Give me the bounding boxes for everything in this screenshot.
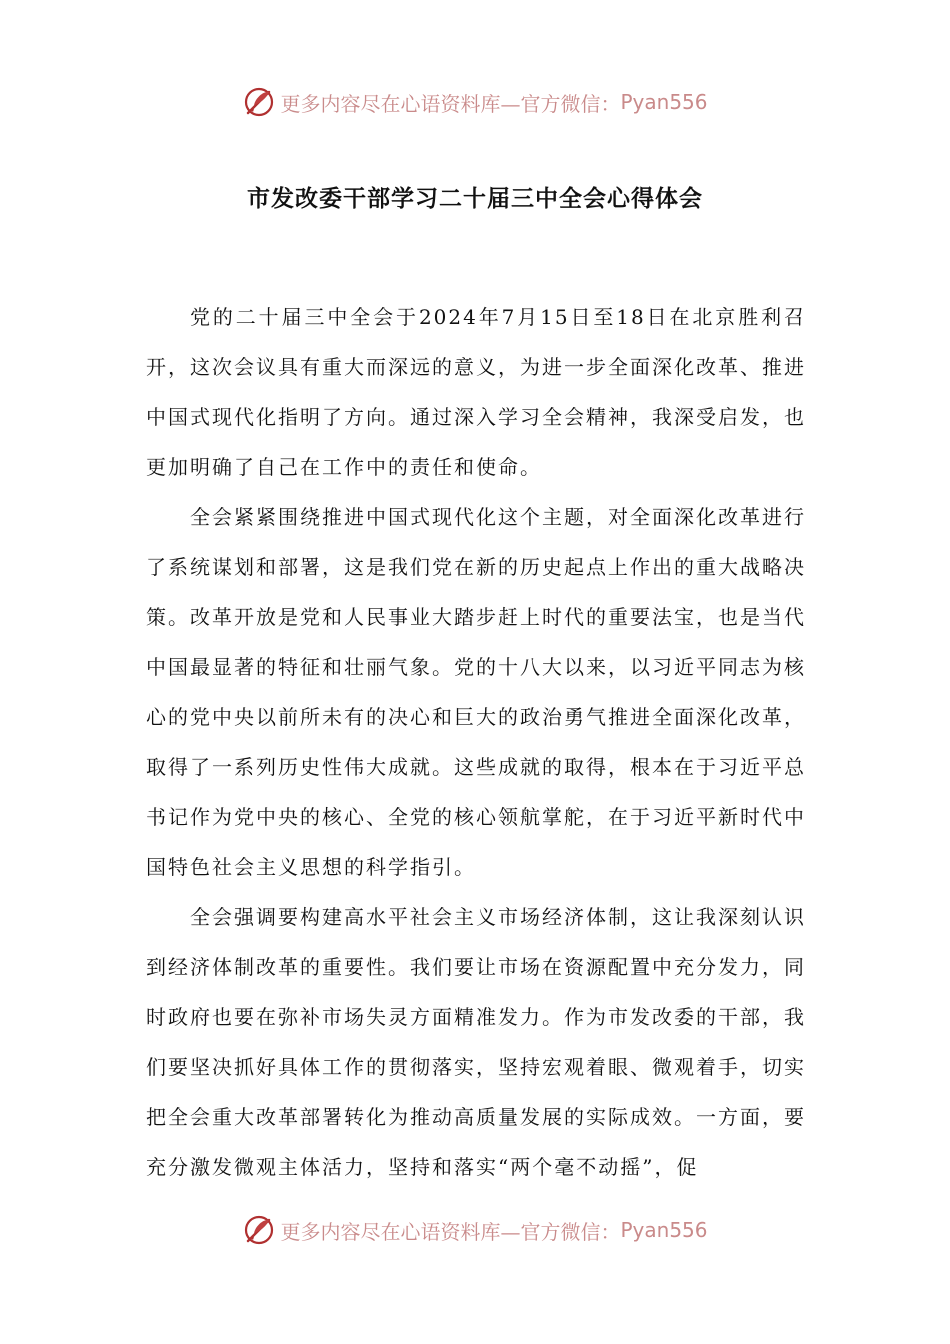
document-body <box>146 292 806 1192</box>
paragraph-3: 全会强调要构建高水平社会主义市场经济体制，这让我深刻认识到经济体制改革的重要性。我们要让市场在资源配置中充分发力，同时政府也要在弥补市场失灵方面精准发力。作为市发改委的干部，我们要坚决抓好具体工作的贯彻落实，坚持宏观着眼、微观着手，切实把全会重大改革部署转化为推动高质量发展的实际成效。一方面，要充分激发微观主体活力，坚持和落实“两个毫不动摇”，促 <box>146 905 806 1179</box>
watermark-wechat-id: Pyan556 <box>620 1218 708 1242</box>
quill-pen-icon <box>242 85 276 119</box>
paragraph-1: 党的二十届三中全会于2024年7月15日至18日在北京胜利召开，这次会议具有重大而深远的意义，为进一步全面深化改革、推进中国式现代化指明了方向。通过深入学习全会精神，我深受启发，也更加明确了自己在工作中的责任和使命。 <box>146 305 806 479</box>
quill-pen-icon <box>242 1213 276 1247</box>
footer-watermark <box>0 1210 950 1250</box>
watermark-text: 更多内容尽在心语资料库—官方微信： <box>280 1219 621 1244</box>
watermark-wechat-id: Pyan556 <box>620 90 708 114</box>
document-title: 市发改委干部学习二十届三中全会心得体会 <box>247 186 703 212</box>
header-watermark <box>0 82 950 122</box>
paragraph-2: 全会紧紧围绕推进中国式现代化这个主题，对全面深化改革进行了系统谋划和部署，这是我们党在新的历史起点上作出的重大战略决策。改革开放是党和人民事业大踏步赶上时代的重要法宝，也是当代中国最显著的特征和壮丽气象。党的十八大以来，以习近平同志为核心的党中央以前所未有的决心和巨大的政治勇气推进全面深化改革，取得了一系列历史性伟大成就。这些成就的取得，根本在于习近平总书记作为党中央的核心、全党的核心领航掌舵，在于习近平新时代中国特色社会主义思想的科学指引。 <box>146 505 806 879</box>
watermark-text: 更多内容尽在心语资料库—官方微信： <box>280 91 621 116</box>
